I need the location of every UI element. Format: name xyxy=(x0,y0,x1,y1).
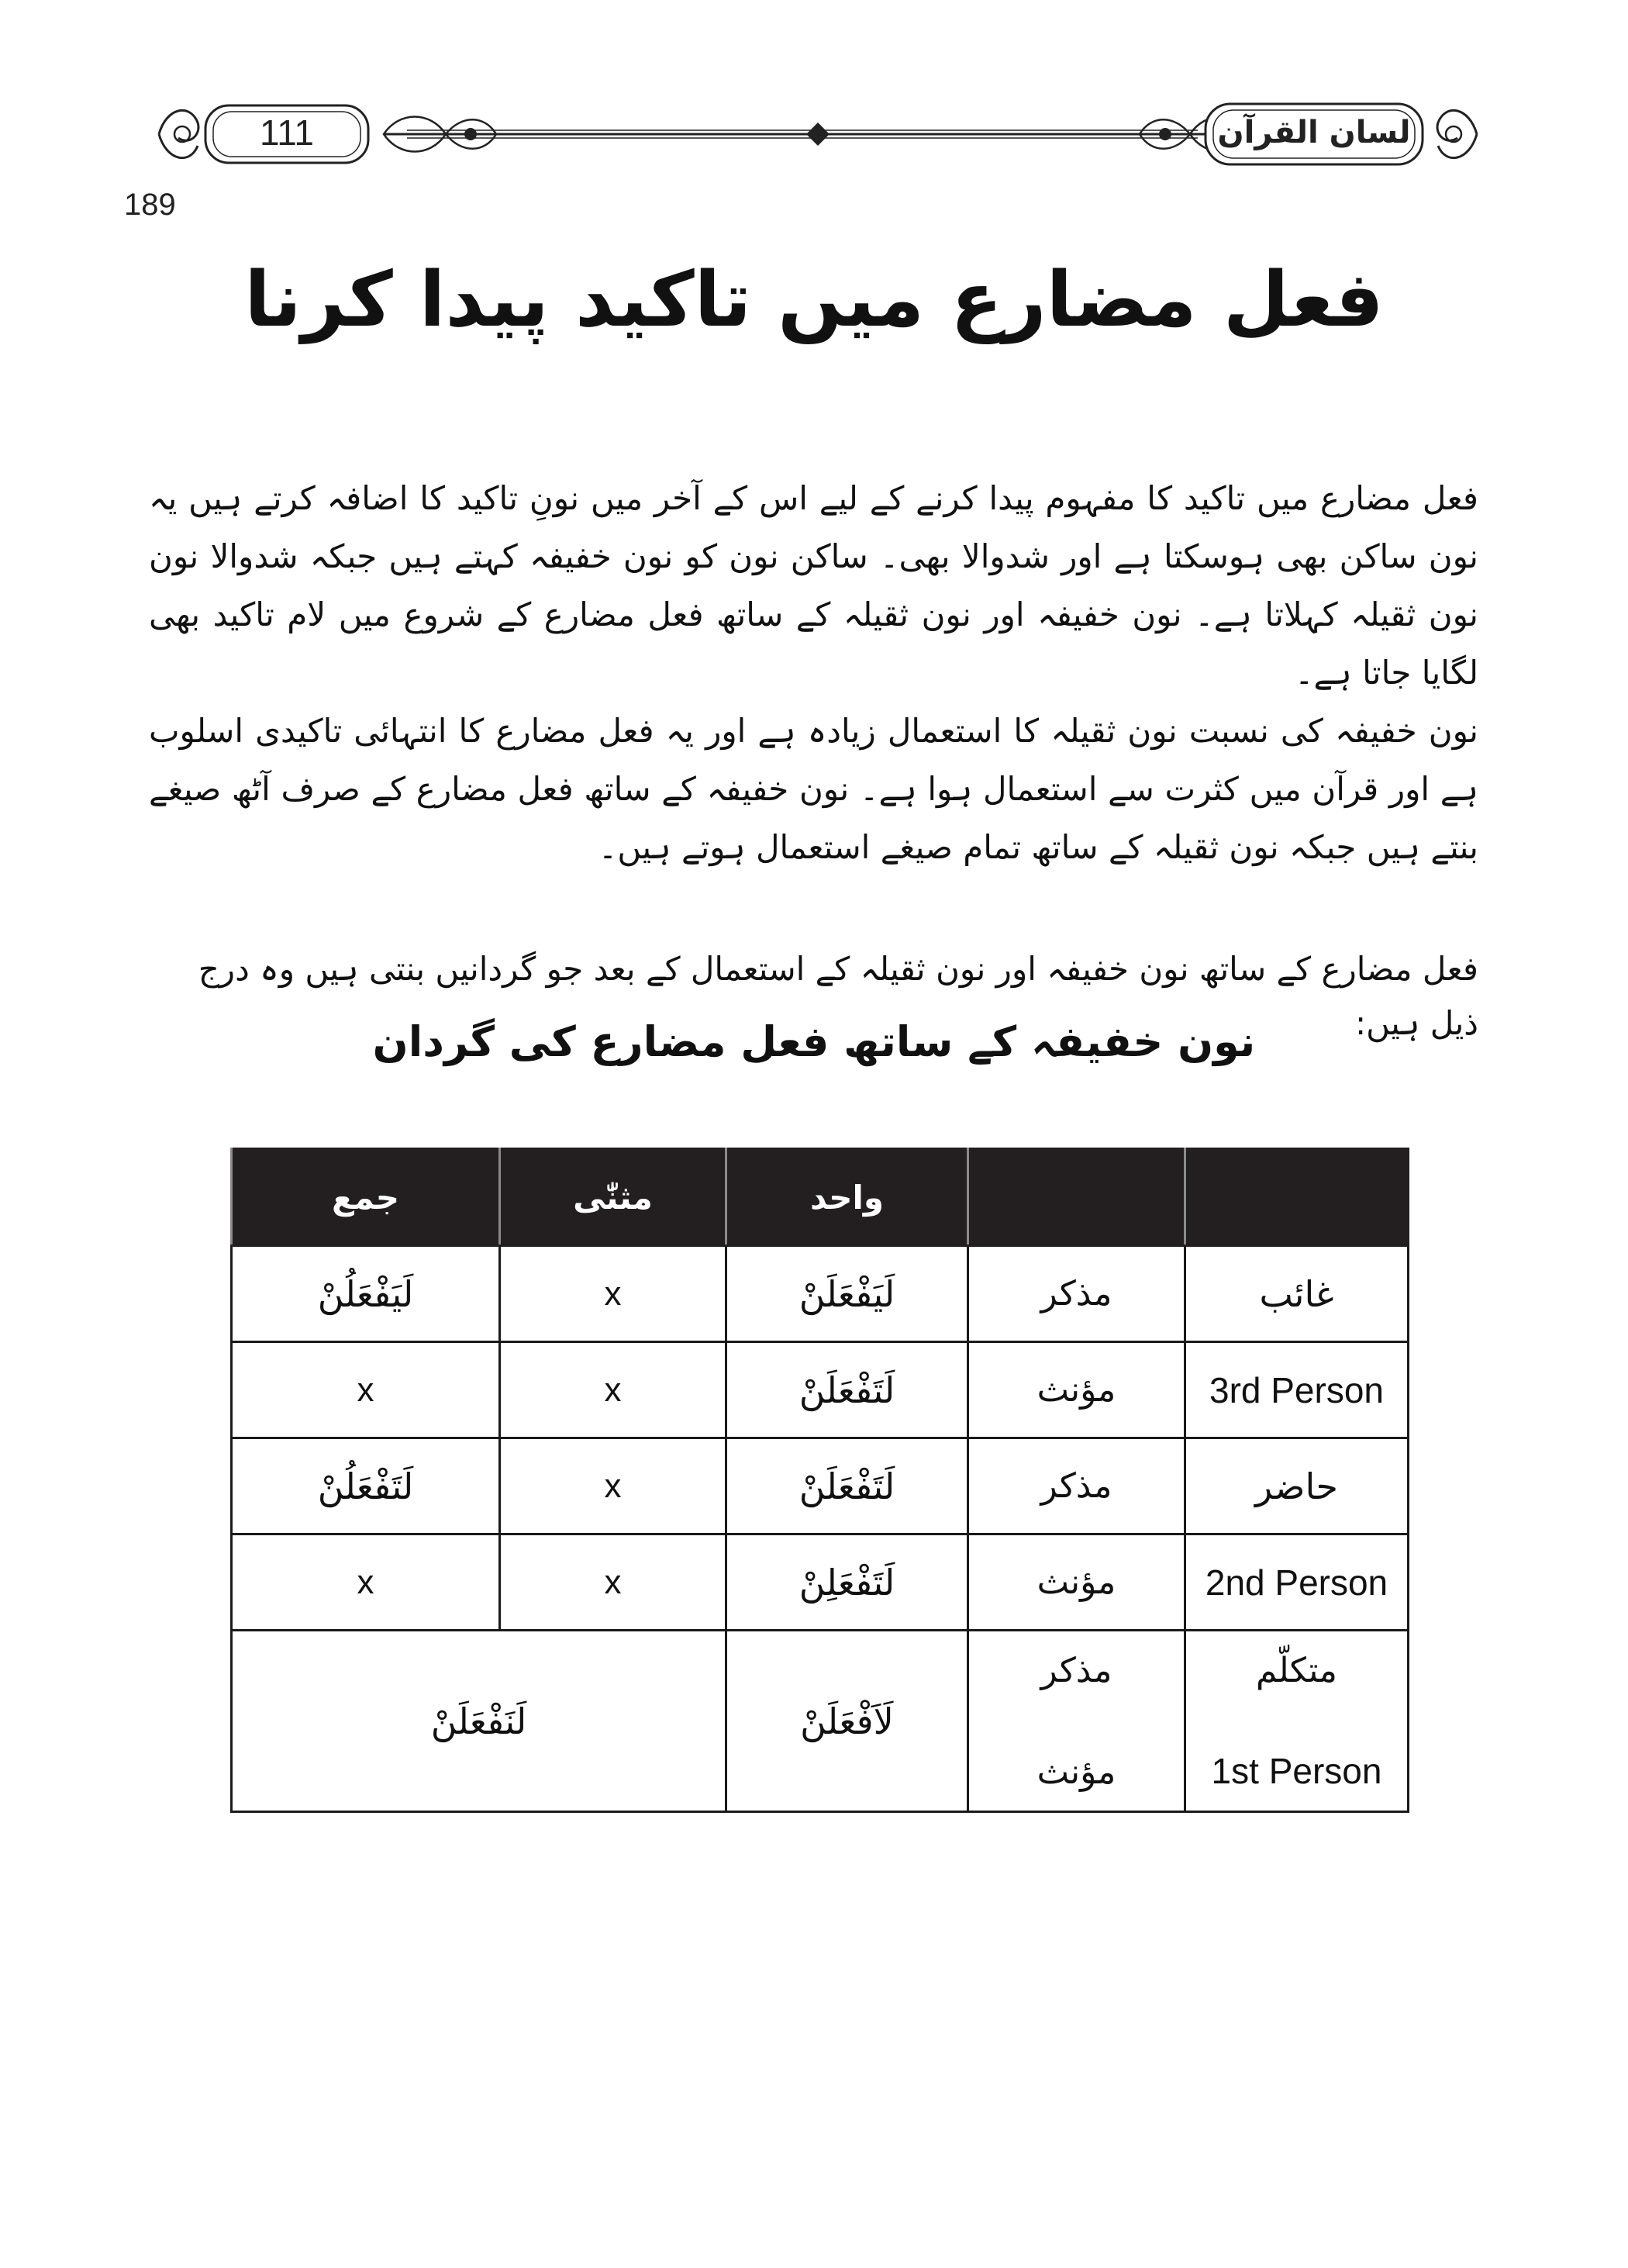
dual-cell: x xyxy=(500,1246,726,1342)
body-text xyxy=(149,469,1478,876)
plural-cell: لَتَفْعَلُنْ xyxy=(232,1438,500,1534)
dual-cell: x xyxy=(500,1534,726,1631)
paragraph: فعل مضارع میں تاکید کا مفہوم پیدا کرنے کے لیے اس کے آخر میں نونِ تاکید کا اضافہ کرتے ہیں یہ نون ساکن بھی ہوسکتا ہے اور شدوالا بھی۔ ساکن نون کو نون خفیفہ کہتے ہیں جبکہ شدوالا نون نون ثقیلہ کہلاتا ہے۔ نون خفیفہ اور نون ثقیلہ کے ساتھ فعل مضارع کے شروع میں لام تاکید بھی لگایا جاتا ہے۔ xyxy=(149,479,1478,692)
table-row xyxy=(232,1438,1409,1534)
singular-cell: لَاَفْعَلَنْ xyxy=(726,1631,968,1812)
person-cell: غائب xyxy=(1185,1246,1409,1342)
person-urdu: متکلّم xyxy=(1256,1650,1337,1690)
singular-cell: لَتَفْعَلِنْ xyxy=(726,1534,968,1631)
person-cell: حاضر xyxy=(1185,1438,1409,1534)
singular-cell: لَیَفْعَلَنْ xyxy=(726,1246,968,1342)
running-header xyxy=(151,91,1485,177)
gender-cell: مؤنث xyxy=(968,1342,1185,1438)
gender-cell: مذکر xyxy=(968,1246,1185,1342)
gender-cell xyxy=(968,1631,1185,1812)
person-cell: 3rd Person xyxy=(1185,1342,1409,1438)
header-singular: واحد xyxy=(726,1149,968,1246)
table-intro-line: فعل مضارع کے ساتھ نون خفیفہ اور نون ثقیلہ کے استعمال کے بعد جو گردانیں بنتی ہیں وہ درج ذیل ہیں: xyxy=(198,950,1478,1042)
gender-masculine: مذکر xyxy=(1040,1650,1112,1690)
plural-cell: x xyxy=(232,1534,500,1631)
paragraph: نون خفیفہ کی نسبت نون ثقیلہ کا استعمال زیادہ ہے اور یہ فعل مضارع کا انتہائی تاکیدی اسلوب ہے اور قرآن میں کثرت سے استعمال ہوا ہے۔ نون خفیفہ کے ساتھ فعل مضارع کے صرف آٹھ صیغے بنتے ہیں جبکہ نون ثقیلہ کے ساتھ تمام صیغے استعمال ہوتے ہیں۔ xyxy=(149,712,1478,866)
person-cell: 2nd Person xyxy=(1185,1534,1409,1631)
person-cell xyxy=(1185,1631,1409,1812)
table-row xyxy=(232,1534,1409,1631)
plural-cell: لَیَفْعَلُنْ xyxy=(232,1246,500,1342)
table-heading: نون خفیفہ کے ساتھ فعل مضارع کی گردان xyxy=(372,1017,1256,1066)
plural-merged-cell: لَنَفْعَلَنْ xyxy=(232,1631,726,1812)
dual-cell: x xyxy=(500,1342,726,1438)
page-number: 111 xyxy=(260,112,314,153)
person-english: 1st Person xyxy=(1211,1750,1382,1791)
gender-feminine: مؤنث xyxy=(1036,1752,1116,1792)
plural-cell: x xyxy=(232,1342,500,1438)
reference-number: 189 xyxy=(124,188,176,222)
chapter-title: فعل مضارع میں تاکید پیدا کرنا xyxy=(244,256,1384,344)
singular-cell: لَتَفْعَلَنْ xyxy=(726,1438,968,1534)
singular-cell: لَتَفْعَلَنْ xyxy=(726,1342,968,1438)
header-person xyxy=(1185,1149,1409,1246)
header-plural: جمع xyxy=(232,1149,500,1246)
table-row xyxy=(232,1246,1409,1342)
table-header-row xyxy=(232,1149,1409,1246)
gender-cell: مذکر xyxy=(968,1438,1185,1534)
gender-cell: مؤنث xyxy=(968,1534,1185,1631)
table-row-first-person xyxy=(232,1631,1409,1812)
header-dual: مثنّٰی xyxy=(500,1149,726,1246)
header-gender xyxy=(968,1149,1185,1246)
dual-cell: x xyxy=(500,1438,726,1534)
book-title: لسان القرآن xyxy=(1217,115,1411,150)
conjugation-table xyxy=(230,1148,1409,1813)
table-row xyxy=(232,1342,1409,1438)
